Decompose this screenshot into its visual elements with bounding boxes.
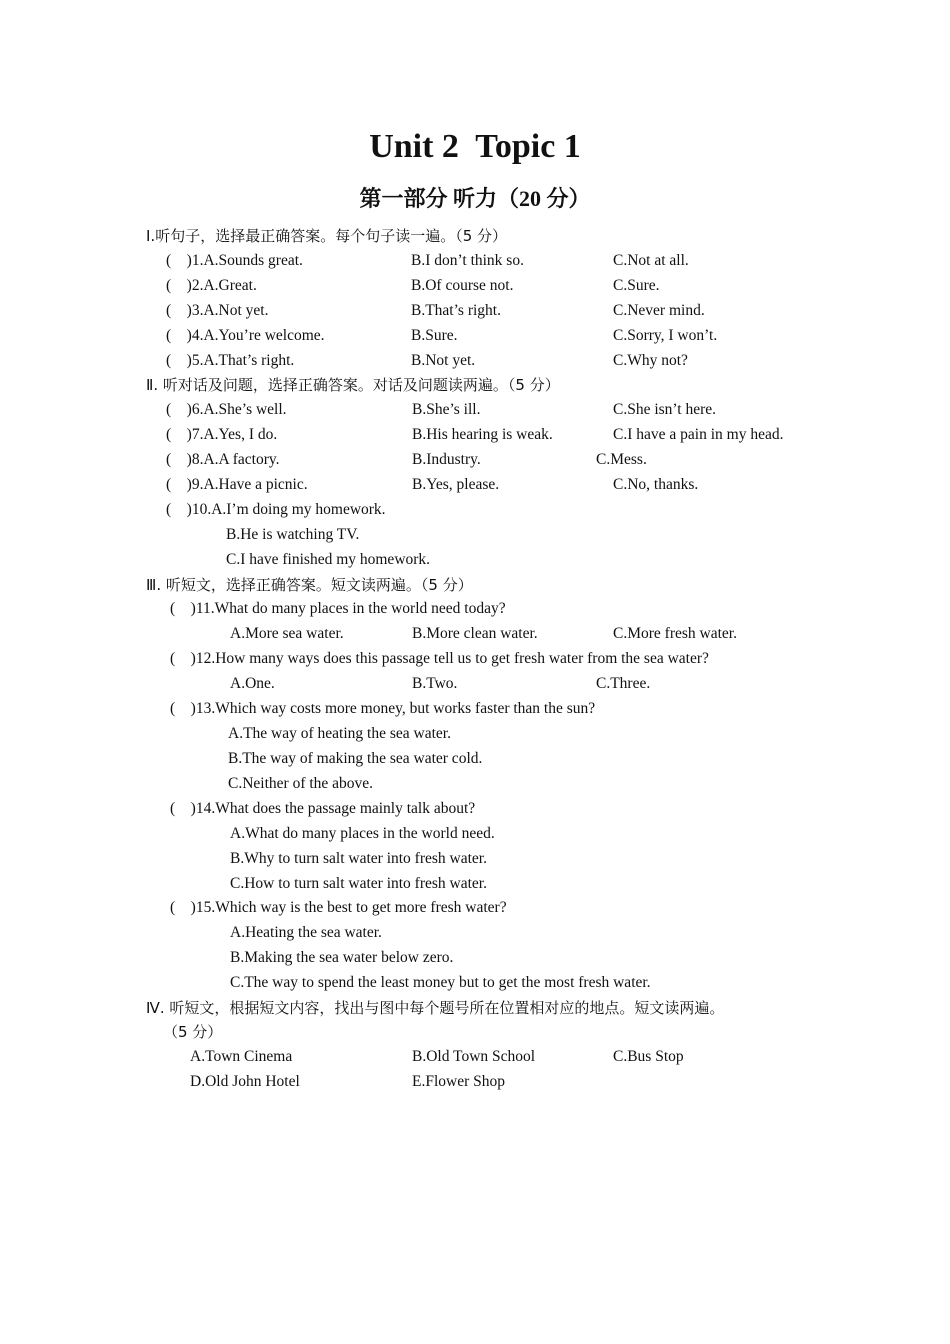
- q13-option-c: C.Neither of the above.: [228, 775, 374, 792]
- q15-option-a: A.Heating the sea water.: [230, 924, 382, 941]
- section-3-heading: Ⅲ. 听短文，选择正确答案。短文读两遍。（5 分）: [146, 576, 473, 594]
- q2-option-b: B.Of course not.: [411, 277, 514, 294]
- place-d: D.Old John Hotel: [190, 1073, 300, 1090]
- place-b: B.Old Town School: [412, 1048, 536, 1065]
- q12-option-a: A.One.: [230, 675, 275, 692]
- q10-option-c: C.I have finished my homework.: [226, 551, 431, 568]
- q12-option-b: B.Two.: [412, 675, 458, 692]
- q10-option-b: B.He is watching TV.: [226, 526, 360, 543]
- q13-stem: ( )13.Which way costs more money, but works faster than the sun?: [170, 700, 596, 717]
- q9-option-c: C.No, thanks.: [613, 476, 699, 493]
- page-title: Unit 2 Topic 1: [369, 128, 581, 165]
- q14-stem: ( )14.What does the passage mainly talk about?: [170, 800, 476, 817]
- q9-option-b: B.Yes, please.: [412, 476, 500, 493]
- section-4-score: （5 分）: [163, 1023, 223, 1041]
- q15-option-b: B.Making the sea water below zero.: [230, 949, 454, 966]
- q6-option-a: ( )6.A.She’s well.: [166, 401, 287, 418]
- q15-option-c: C.The way to spend the least money but to get the most fresh water.: [230, 974, 651, 991]
- q7-option-b: B.His hearing is weak.: [412, 426, 553, 443]
- q8-option-c: C.Mess.: [596, 451, 647, 468]
- page-subtitle: 第一部分 听力（20 分）: [359, 186, 591, 211]
- q1-option-b: B.I don’t think so.: [411, 252, 524, 269]
- section-1-heading: Ⅰ.听句子，选择最正确答案。每个句子读一遍。（5 分）: [146, 227, 508, 245]
- place-c: C.Bus Stop: [613, 1048, 684, 1065]
- q5-option-b: B.Not yet.: [411, 352, 476, 369]
- q11-option-c: C.More fresh water.: [613, 625, 737, 642]
- q12-stem: ( )12.How many ways does this passage tell us to get fresh water from the sea water?: [170, 650, 709, 667]
- q6-option-c: C.She isn’t here.: [613, 401, 717, 418]
- q3-option-a: ( )3.A.Not yet.: [166, 302, 269, 319]
- q2-option-a: ( )2.A.Great.: [166, 277, 257, 294]
- q8-option-a: ( )8.A.A factory.: [166, 451, 280, 468]
- q13-option-a: A.The way of heating the sea water.: [228, 725, 451, 742]
- q14-option-b: B.Why to turn salt water into fresh water.: [230, 850, 487, 867]
- q12-option-c: C.Three.: [596, 675, 651, 692]
- q13-option-b: B.The way of making the sea water cold.: [228, 750, 483, 767]
- place-e: E.Flower Shop: [412, 1073, 505, 1090]
- q3-option-c: C.Never mind.: [613, 302, 705, 319]
- q11-option-a: A.More sea water.: [230, 625, 344, 642]
- q11-option-b: B.More clean water.: [412, 625, 538, 642]
- place-a: A.Town Cinema: [190, 1048, 293, 1065]
- q15-stem: ( )15.Which way is the best to get more fresh water?: [170, 899, 507, 916]
- q11-stem: ( )11.What do many places in the world need today?: [170, 600, 506, 617]
- q7-option-c: C.I have a pain in my head.: [613, 426, 784, 443]
- q5-option-c: C.Why not?: [613, 352, 688, 369]
- q9-option-a: ( )9.A.Have a picnic.: [166, 476, 308, 493]
- q6-option-b: B.She’s ill.: [412, 401, 481, 418]
- q14-option-c: C.How to turn salt water into fresh water.: [230, 875, 487, 892]
- q3-option-b: B.That’s right.: [411, 302, 501, 319]
- q2-option-c: C.Sure.: [613, 277, 660, 294]
- q4-option-a: ( )4.A.You’re welcome.: [166, 327, 325, 344]
- q7-option-a: ( )7.A.Yes, I do.: [166, 426, 278, 443]
- q5-option-a: ( )5.A.That’s right.: [166, 352, 295, 369]
- section-2-heading: Ⅱ. 听对话及问题，选择正确答案。对话及问题读两遍。（5 分）: [146, 376, 560, 394]
- q10-option-a: ( )10.A.I’m doing my homework.: [166, 501, 386, 518]
- q14-option-a: A.What do many places in the world need.: [230, 825, 495, 842]
- q1-option-a: ( )1.A.Sounds great.: [166, 252, 303, 269]
- q1-option-c: C.Not at all.: [613, 252, 689, 269]
- q8-option-b: B.Industry.: [412, 451, 481, 468]
- q4-option-c: C.Sorry, I won’t.: [613, 327, 718, 344]
- section-4-heading: Ⅳ. 听短文，根据短文内容，找出与图中每个题号所在位置相对应的地点。短文读两遍。: [146, 999, 725, 1017]
- q4-option-b: B.Sure.: [411, 327, 458, 344]
